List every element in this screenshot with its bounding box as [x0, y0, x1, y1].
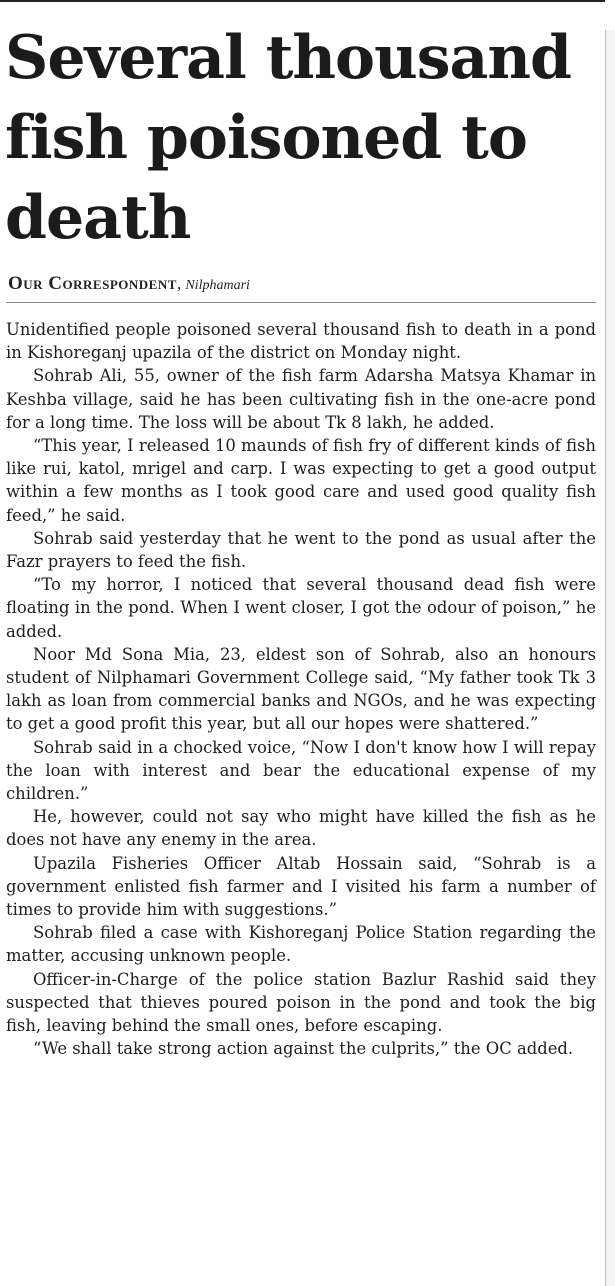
top-rule: [0, 0, 605, 2]
article-paragraph: Sohrab filed a case with Kishoreganj Police Station regarding the matter, accusing unknown people.: [6, 923, 596, 966]
article-body: [6, 318, 596, 1061]
article-paragraph: “To my horror, I noticed that several thousand dead fish were floating in the pond. When I went closer, I got the odour of poison,” he added.: [6, 575, 596, 641]
article-paragraph: Unidentified people poisoned several thousand fish to death in a pond in Kishoreganj upazila of the district on Monday night.: [6, 320, 596, 363]
byline: [8, 273, 598, 297]
headline: Several thousand fish poisoned to death: [5, 23, 571, 253]
column-edge: [605, 30, 615, 1286]
byline-divider: [6, 302, 596, 303]
article-paragraph: Sohrab Ali, 55, owner of the fish farm Adarsha Matsya Khamar in Keshba village, said he has been cultivating fish in the one-acre pond for a long time. The loss will be about Tk 8 lakh, he added.: [6, 366, 596, 432]
article-paragraph: Sohrab said in a chocked voice, “Now I don't know how I will repay the loan with interest and bear the educational expense of my children.”: [6, 737, 596, 804]
byline-separator: ,: [176, 274, 182, 293]
article-paragraph: “We shall take strong action against the culprits,” the OC added.: [33, 1039, 574, 1059]
byline-location: Nilphamari: [185, 278, 250, 293]
article-paragraph: “This year, I released 10 maunds of fish fry of different kinds of fish like rui, katol, mrigel and carp. I was expecting to get a good output within a few months as I took good care and used good quality fish feed,” he said.: [6, 436, 596, 525]
article-paragraph: Sohrab said yesterday that he went to the pond as usual after the Fazr prayers to feed the fish.: [6, 528, 596, 572]
article-paragraph: Noor Md Sona Mia, 23, eldest son of Sohrab, also an honours student of Nilphamari Government College said, “My father took Tk 3 lakh as loan from commercial banks and NGOs, and he was expecting to get a good profit this year, but all our hopes were shattered.”: [6, 644, 596, 734]
article-paragraph: He, however, could not say who might have killed the fish as he does not have any enemy in the area.: [6, 807, 596, 850]
article-paragraph: Upazila Fisheries Officer Altab Hossain said, “Sohrab is a government enlisted fish farmer and I visited his farm a number of times to provide him with suggestions.”: [6, 853, 596, 920]
byline-correspondent: Our Correspondent: [8, 273, 177, 294]
article-paragraph: Officer-in-Charge of the police station Bazlur Rashid said they suspected that thieves poured poison in the pond and took the big fish, leaving behind the small ones, before escaping.: [6, 969, 596, 1036]
